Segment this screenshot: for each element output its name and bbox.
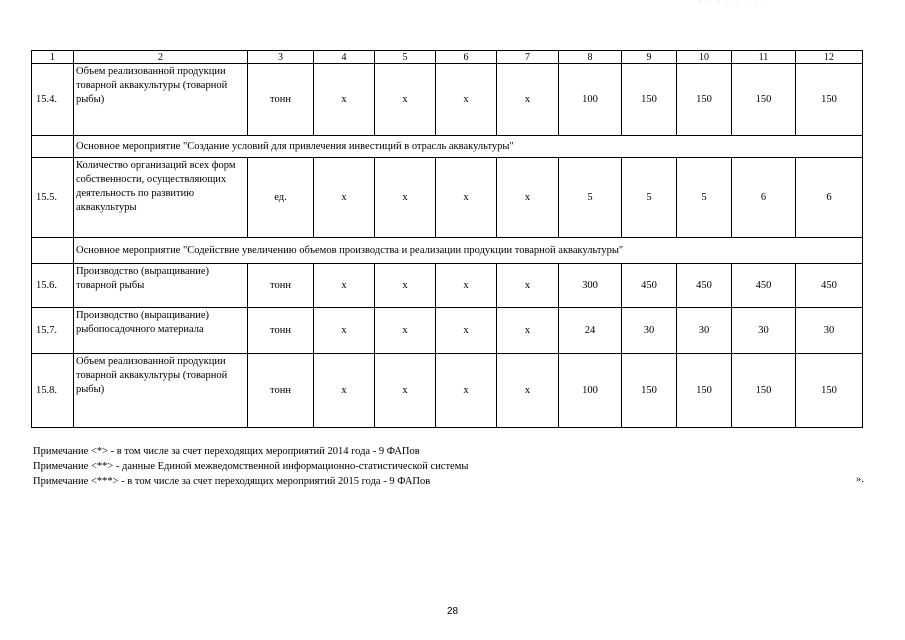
page-number: 28 [446, 606, 459, 617]
value-cell: 30 [677, 308, 732, 354]
footnotes [33, 444, 468, 489]
value-cell: х [497, 354, 559, 428]
header-cell: 11 [732, 51, 796, 64]
value-cell: х [497, 158, 559, 238]
value-cell: 300 [559, 264, 622, 308]
value-cell: 450 [677, 264, 732, 308]
value-cell: 6 [796, 158, 863, 238]
value-cell: 24 [559, 308, 622, 354]
value-cell: 100 [559, 64, 622, 136]
header-cell: 10 [677, 51, 732, 64]
section-title: Основное мероприятие "Содействие увеличению объемов производства и реализации продукции товарной аквакультуры" [74, 238, 863, 264]
value-cell: 30 [732, 308, 796, 354]
header-cell: 5 [375, 51, 436, 64]
value-cell: 150 [732, 354, 796, 428]
value-cell: х [314, 308, 375, 354]
value-cell: х [375, 308, 436, 354]
header-cell: 7 [497, 51, 559, 64]
table-row [32, 354, 863, 428]
table-row [32, 264, 863, 308]
section-spacer [32, 136, 74, 158]
header-row [32, 51, 863, 64]
table-row [32, 158, 863, 238]
header-cell: 6 [436, 51, 497, 64]
value-cell: х [314, 354, 375, 428]
unit-cell: тонн [248, 354, 314, 428]
row-number: 15.7. [32, 308, 74, 354]
value-cell: 150 [622, 64, 677, 136]
value-cell: х [497, 264, 559, 308]
section-spacer [32, 238, 74, 264]
value-cell: х [314, 64, 375, 136]
section-title: Основное мероприятие "Создание условий для привлечения инвестиций в отрасль аквакультуры" [74, 136, 863, 158]
value-cell: 6 [732, 158, 796, 238]
value-cell: х [375, 64, 436, 136]
section-row [32, 136, 863, 158]
section-row [32, 238, 863, 264]
header-cell: 4 [314, 51, 375, 64]
header-cell: 12 [796, 51, 863, 64]
footnote: Примечание <**> - данные Единой межведомственной информационно-статистической системы [33, 461, 469, 472]
value-cell: 30 [622, 308, 677, 354]
value-cell: 30 [796, 308, 863, 354]
table-row [32, 308, 863, 354]
unit-cell: тонн [248, 308, 314, 354]
unit-cell: тонн [248, 64, 314, 136]
table-row [32, 64, 863, 136]
value-cell: х [314, 264, 375, 308]
indicator-name: Объем реализованной продукции товарной аквакультуры (товарной рыбы) [74, 354, 248, 428]
value-cell: х [375, 158, 436, 238]
indicator-name: Производство (выращивание) рыбопосадочного материала [74, 308, 248, 354]
value-cell: 150 [622, 354, 677, 428]
row-number: 15.8. [32, 354, 74, 428]
footnote: Примечание <***> - в том числе за счет переходящих мероприятий 2015 года - 9 ФАПов [33, 476, 431, 487]
indicator-name: Количество организаций всех форм собственности, осуществляющих деятельность по развитию аквакультуры [74, 158, 248, 238]
value-cell: х [375, 264, 436, 308]
row-number: 15.4. [32, 64, 74, 136]
closing-quote-mark: ». [856, 474, 864, 485]
value-cell: х [436, 308, 497, 354]
indicator-name: Производство (выращивание) товарной рыбы [74, 264, 248, 308]
value-cell: 150 [677, 64, 732, 136]
value-cell: х [497, 308, 559, 354]
value-cell: х [314, 158, 375, 238]
value-cell: х [436, 264, 497, 308]
value-cell: 5 [622, 158, 677, 238]
header-cell: 1 [32, 51, 74, 64]
value-cell: х [436, 64, 497, 136]
row-number: 15.5. [32, 158, 74, 238]
header-cell: 2 [74, 51, 248, 64]
unit-cell: ед. [248, 158, 314, 238]
value-cell: 5 [677, 158, 732, 238]
scan-marks: ' ' ' . . . . . [700, 0, 770, 8]
value-cell: х [375, 354, 436, 428]
indicator-name: Объем реализованной продукции товарной аквакультуры (товарной рыбы) [74, 64, 248, 136]
value-cell: х [436, 354, 497, 428]
value-cell: х [436, 158, 497, 238]
unit-cell: тонн [248, 264, 314, 308]
value-cell: х [497, 64, 559, 136]
header-cell: 9 [622, 51, 677, 64]
header-cell: 3 [248, 51, 314, 64]
value-cell: 150 [677, 354, 732, 428]
value-cell: 150 [796, 354, 863, 428]
value-cell: 100 [559, 354, 622, 428]
value-cell: 5 [559, 158, 622, 238]
footnote: Примечание <*> - в том числе за счет переходящих мероприятий 2014 года - 9 ФАПов [33, 446, 420, 457]
row-number: 15.6. [32, 264, 74, 308]
value-cell: 150 [796, 64, 863, 136]
value-cell: 150 [732, 64, 796, 136]
value-cell: 450 [622, 264, 677, 308]
header-cell: 8 [559, 51, 622, 64]
indicators-table [31, 50, 863, 428]
value-cell: 450 [732, 264, 796, 308]
value-cell: 450 [796, 264, 863, 308]
